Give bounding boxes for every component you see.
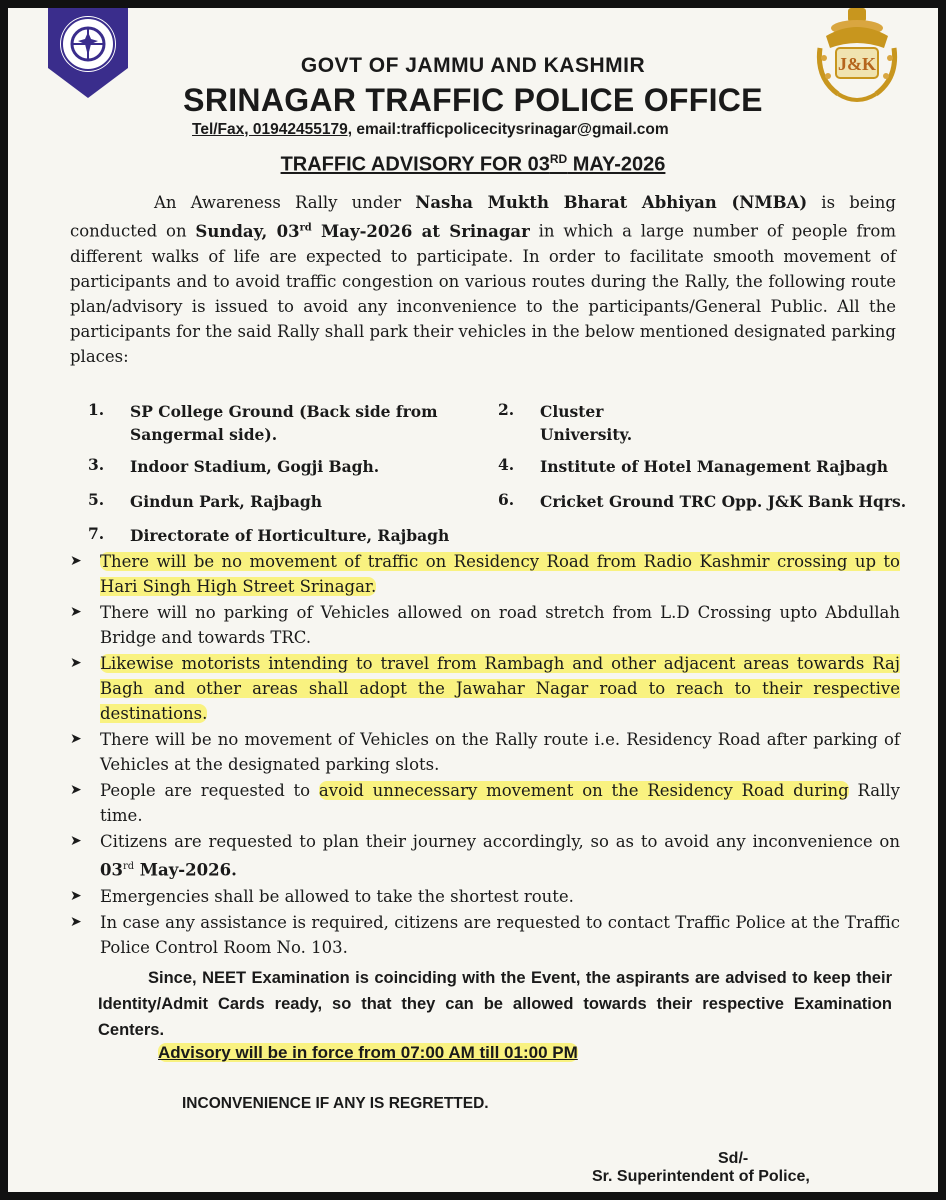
advisory-bullets [70, 549, 900, 961]
list-item: ➤ Likewise motorists intending to travel from Rambagh and other adjacent areas towards Raj Bagh and other areas shall adopt the Jawahar Nagar road to reach to their respective destinations. [70, 651, 900, 726]
list-item: ➤ People are requested to avoid unnecessary movement on the Residency Road during Rally time. [70, 778, 900, 828]
list-item: ➤ There will be no movement of Vehicles on the Rally route i.e. Residency Road after parking of Vehicles at the designated parking slots. [70, 727, 900, 777]
email: email:trafficpolicecitysrinagar@gmail.com [352, 121, 669, 138]
arrow-bullet-icon: ➤ [70, 604, 82, 620]
arrow-bullet-icon: ➤ [70, 731, 82, 747]
arrow-bullet-icon: ➤ [70, 655, 82, 671]
contact-line [192, 121, 669, 139]
neet-notice: Since, NEET Examination is coinciding with the Event, the aspirants are advised to keep their Identity/Admit Cards ready, so that they can be allowed towards their respective Examination Centers. [98, 969, 892, 1039]
arrow-bullet-icon: ➤ [70, 553, 82, 569]
list-item: ➤ Emergencies shall be allowed to take the shortest route. [70, 884, 900, 909]
tel-fax: Tel/Fax, 01942455179, [192, 121, 353, 138]
advisory-timing: Advisory will be in force from 07:00 AM till 01:00 PM [158, 1043, 578, 1062]
list-item: ➤ In case any assistance is required, citizens are requested to contact Traffic Police at the Traffic Police Control Room No. 103. [70, 910, 900, 960]
office-heading: SRINAGAR TRAFFIC POLICE OFFICE [183, 82, 763, 118]
intro-paragraph: An Awareness Rally under Nasha Mukth Bharat Abhiyan (NMBA) is being conducted on Sunday, 03rd May-2026 at Srinagar in which a large number of people from different walks of life are expected to participate. In order to facilitate smooth movement of participants and to avoid traffic congestion on various routes during the Rally, the following route plan/advisory is issued to avoid any inconvenience to the participants/General Public. All the participants for the said Rally shall park their vehicles in the below mentioned designated parking places: [70, 193, 896, 366]
list-item: ➤ There will no parking of Vehicles allowed on road stretch from L.D Crossing upto Abdullah Bridge and towards TRC. [70, 600, 900, 650]
arrow-bullet-icon: ➤ [70, 833, 82, 849]
advisory-title: TRAFFIC ADVISORY FOR 03RD MAY-2026 [280, 152, 666, 176]
svg-text:J&K: J&K [838, 54, 876, 74]
arrow-bullet-icon: ➤ [70, 913, 82, 930]
signature-sd: Sd/- [718, 1150, 749, 1167]
regret-line: INCONVENIENCE IF ANY IS REGRETTED. [182, 1095, 489, 1112]
arrow-bullet-icon: ➤ [70, 782, 82, 798]
arrow-bullet-icon: ➤ [70, 887, 82, 904]
list-item: ➤ There will be no movement of traffic on Residency Road from Radio Kashmir crossing up to Hari Singh High Street Srinagar. [70, 549, 900, 599]
govt-heading: GOVT OF JAMMU AND KASHMIR [300, 54, 646, 77]
advisory-document: J&K GOVT OF JAMMU AND KASHMIR SRINAGAR TRAFFIC POLICE OFFICE Tel/Fax, 01942455179, email:trafficpolicecitysrinagar@gmail.com TRAFFIC ADVISORY FOR 03RD MAY-2026 An Awareness Rally under Nasha Mukth Bharat Abhiyan (NMBA) is being conducted on Sunday, 03rd May-2026 at Srinagar in which a large number of people from different walks of life are expected to participate. In order to facilitate smooth movement of participants and to avoid traffic congestion on various routes during the Rally, the following route plan/advisory is issued to avoid any inconvenience to the participants/General Public. All the participants for the said Rally shall park their vehicles in the below mentioned designated parking places: 1. SP College Ground (Back side from Sangermal side). 2. Cluster University. 3. Indoor Stadium, Gogji Bagh. 4. Institute of Hotel Management Rajbagh 5. Gindun Park, Rajbagh 6. Cricket Ground TRC Opp. J&K Bank Hqrs. 7. Directorate of Horticulture, Rajbagh ➤ There will be no movement of traffic on Residency Road from Radio Kashmir crossing up to Hari Singh High Street Srinagar. ➤ There will no parking of Vehicles allowed on road stretch from L.D Crossing upto Abdullah Bridge and towards TRC. ➤ Likewise motorists intending to travel from Rambagh and other adjacent areas towards Raj Bagh and other areas shall adopt the Jawahar Nagar road to reach to their respective destinations. ➤ There will be no movement of Vehicles on the Rally route i.e. Residency Road after parking of Vehicles at the designated parking slots. ➤ People are requested to avoid unnecessary movement on the Residency Road during Rally time. ➤ Citizens are requested to plan their journey accordingly, so as to avoid any inconvenience on 03rd May-2026. ➤ Emergencies shall be allowed to take the shortest route. ➤ In case any assistance is required, citizens are requested to contact Traffic Police at the Traffic Police Control Room No. 103. Since, NEET Examination is coinciding with the Event, the aspirants are advised to keep their Identity/Admit Cards ready, so that they can be allowed towards their respective Examination Centers. Advisory will be in force from 07:00 AM till 01:00 PM INCONVENIENCE IF ANY IS REGRETTED. Sd/- Sr. Superintendent of Police, [8, 8, 938, 1192]
signatory-designation: Sr. Superintendent of Police, [592, 1168, 810, 1185]
list-item: ➤ Citizens are requested to plan their journey accordingly, so as to avoid any inconvenience on 03rd May-2026. [70, 829, 900, 883]
